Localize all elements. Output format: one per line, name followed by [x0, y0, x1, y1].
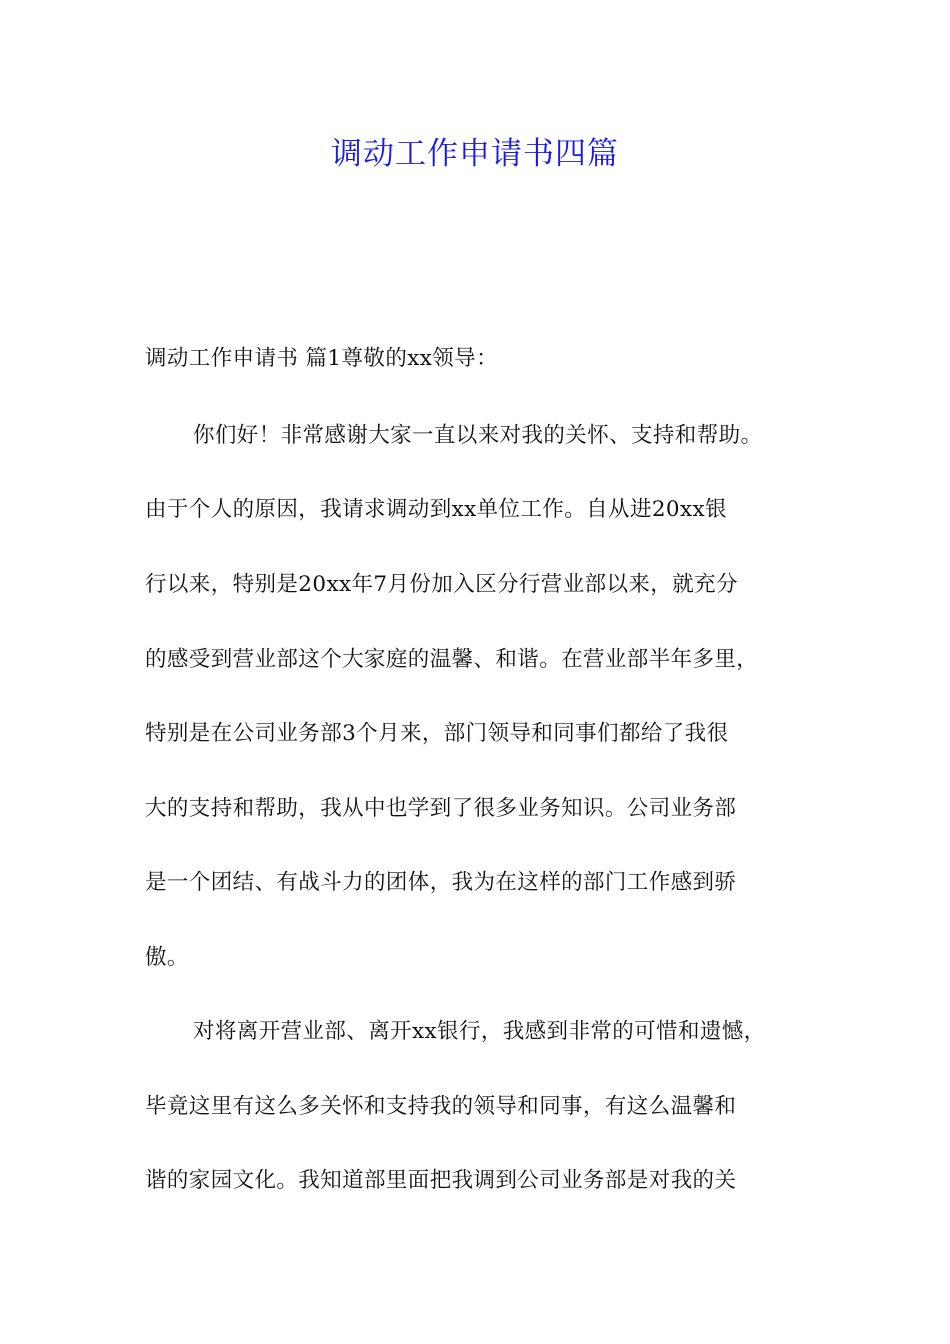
body-line: 对将离开营业部、离开xx银行，我感到非常的可惜和遗憾，	[193, 1019, 766, 1044]
body-line: 的感受到营业部这个大家庭的温馨、和谐。在营业部半年多里，	[145, 647, 759, 672]
body-line: 你们好！非常感谢大家一直以来对我的关怀、支持和帮助。	[193, 423, 763, 448]
heading-line: 调动工作申请书 篇1尊敬的xx领导：	[145, 346, 498, 371]
body-line: 大的支持和帮助，我从中也学到了很多业务知识。公司业务部	[145, 796, 737, 821]
body-line: 是一个团结、有战斗力的团体，我为在这样的部门工作感到骄	[145, 870, 737, 895]
body-line: 谐的家园文化。我知道部里面把我调到公司业务部是对我的关	[145, 1168, 737, 1193]
body-line: 特别是在公司业务部3个月来，部门领导和同事们都给了我很	[145, 721, 729, 746]
body-line: 傲。	[145, 945, 189, 970]
body-line: 行以来，特别是20xx年7月份加入区分行营业部以来，就充分	[145, 572, 738, 597]
body-line: 由于个人的原因，我请求调动到xx单位工作。自从进20xx银	[145, 497, 727, 522]
body-line: 毕竟这里有这么多关怀和支持我的领导和同事，有这么温馨和	[145, 1094, 737, 1119]
document-title: 调动工作申请书四篇	[331, 136, 619, 172]
